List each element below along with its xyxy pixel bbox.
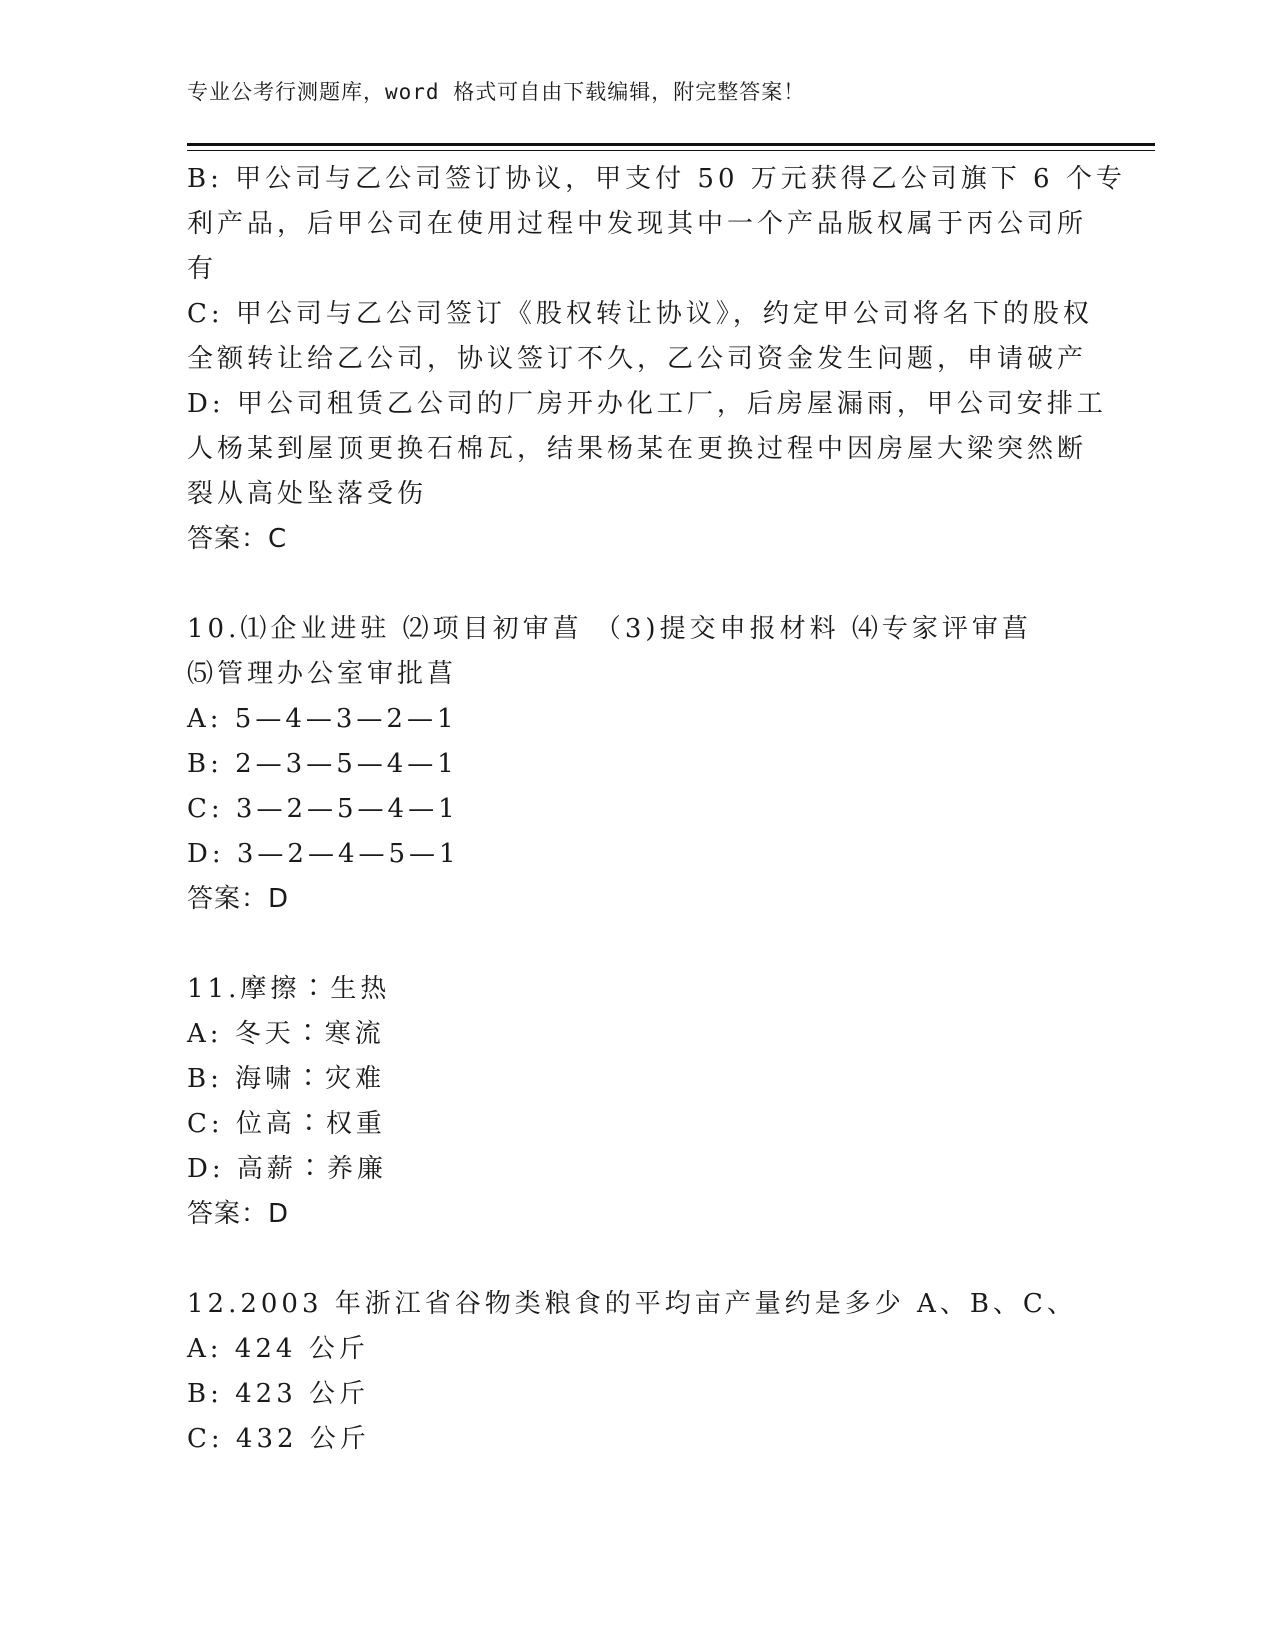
option-d-line-1: D: 甲公司租赁乙公司的厂房开办化工厂，后房屋漏雨，甲公司安排工 bbox=[187, 389, 1107, 419]
page-header: 专业公考行测题库，word 格式可自由下载编辑，附完整答案！ bbox=[187, 80, 806, 104]
option-c-line-1: C: 甲公司与乙公司签订《股权转让协议》，约定甲公司将名下的股权 bbox=[187, 299, 1093, 329]
option-b-line-2: 利产品，后甲公司在使用过程中发现其中一个产品版权属于丙公司所 bbox=[187, 209, 1088, 239]
spacer bbox=[187, 1237, 1087, 1282]
answer: 答案：D bbox=[187, 1199, 290, 1229]
option-b: B: 423 公斤 bbox=[187, 1379, 370, 1409]
option-c: C: 位高∶权重 bbox=[187, 1109, 386, 1139]
answer: 答案：C bbox=[187, 524, 288, 554]
option-d-line-2: 人杨某到屋顶更换石棉瓦，结果杨某在更换过程中因房屋大梁突然断 bbox=[187, 434, 1088, 464]
question-stem: 11.摩擦∶生热 bbox=[187, 974, 391, 1004]
option-b-line-1: B: 甲公司与乙公司签订协议，甲支付 50 万元获得乙公司旗下 6 个专 bbox=[187, 164, 1126, 194]
document-body bbox=[187, 157, 1126, 1462]
answer: 答案：D bbox=[187, 884, 290, 914]
option-d: D: 3—2—4—5—1 bbox=[187, 839, 460, 869]
option-c: C: 432 公斤 bbox=[187, 1424, 370, 1454]
spacer bbox=[187, 562, 1087, 607]
question-12 bbox=[187, 1282, 1087, 1462]
option-c-line-2: 全额转让给乙公司，协议签订不久，乙公司资金发生问题，申请破产 bbox=[187, 344, 1088, 374]
question-9-tail bbox=[187, 157, 1126, 562]
option-d: D: 高薪∶养廉 bbox=[187, 1154, 387, 1184]
spacer bbox=[187, 922, 1087, 967]
header-rule-thin bbox=[187, 150, 1155, 151]
option-b: B: 2—3—5—4—1 bbox=[187, 749, 458, 779]
question-stem-line-2: ⑸管理办公室审批菖 bbox=[187, 659, 458, 689]
option-a: A: 424 公斤 bbox=[187, 1334, 369, 1364]
option-a: A: 冬天∶寒流 bbox=[187, 1019, 385, 1049]
option-b: B: 海啸∶灾难 bbox=[187, 1064, 386, 1094]
question-10 bbox=[187, 607, 1087, 922]
option-d-line-3: 裂从高处坠落受伤 bbox=[187, 479, 428, 509]
option-b-line-3: 有 bbox=[187, 254, 218, 284]
question-stem-line-1: 10.⑴企业进驻 ⑵项目初审菖 （3)提交申报材料 ⑷专家评审菖 bbox=[187, 614, 1032, 644]
option-c: C: 3—2—5—4—1 bbox=[187, 794, 459, 824]
option-a: A: 5—4—3—2—1 bbox=[187, 704, 458, 734]
question-stem: 12.2003 年浙江省谷物类粮食的平均亩产量约是多少 A、B、C、 bbox=[187, 1289, 1077, 1319]
header-rule-thick bbox=[187, 143, 1155, 146]
question-11 bbox=[187, 967, 1087, 1237]
